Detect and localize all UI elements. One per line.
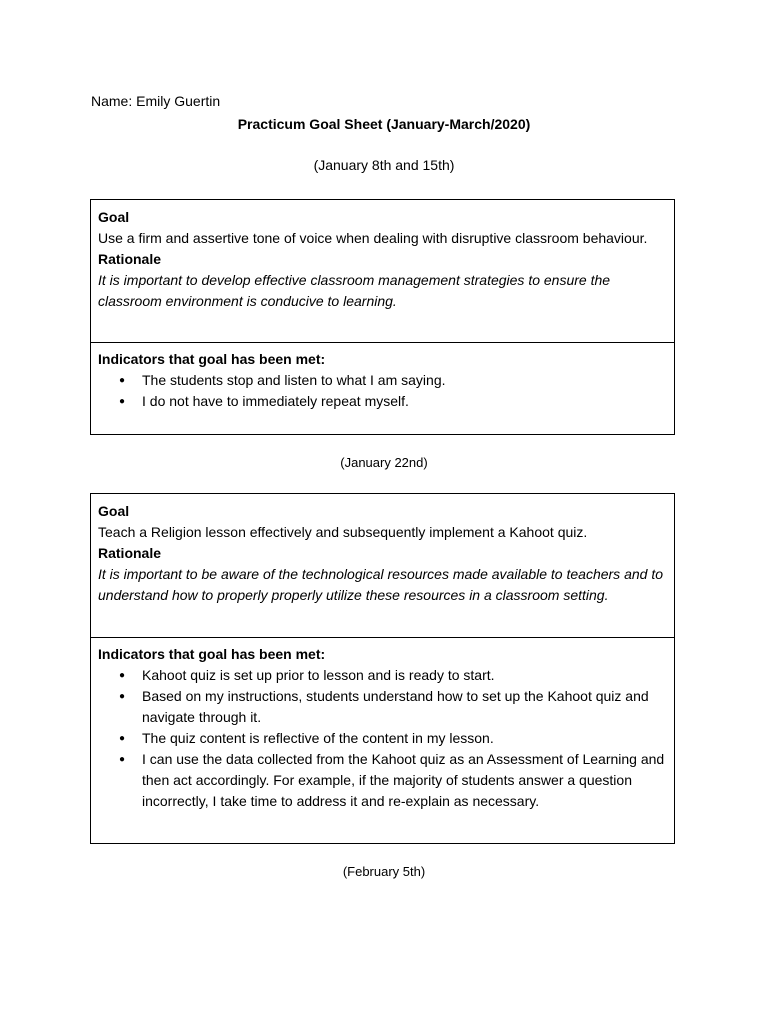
indicator-text: Kahoot quiz is set up prior to lesson and is ready to start. [142,667,495,683]
goal-section [91,200,674,343]
goal-section [91,494,674,638]
indicators-list [98,370,667,412]
indicators-heading: Indicators that goal has been met: [98,646,326,662]
goal-text: Teach a Religion lesson effectively and subsequently implement a Kahoot quiz. [98,524,588,540]
section-date: (February 5th) [342,864,426,879]
indicator-item [98,665,667,686]
student-name: Name: Emily Guertin [91,93,221,109]
rationale-heading: Rationale [98,545,162,561]
indicator-item [98,749,667,812]
goal-heading: Goal [98,503,130,519]
indicator-item [98,391,667,412]
rationale-heading: Rationale [98,251,162,267]
goal-box [90,199,675,435]
indicator-item [98,686,667,728]
section-date: (January 22nd) [340,455,428,470]
indicator-text: The quiz content is reflective of the content in my lesson. [142,730,494,746]
goal-box [90,493,675,844]
indicators-section [91,343,674,416]
goal-heading: Goal [98,209,130,225]
indicator-item [98,370,667,391]
section-date: (January 8th and 15th) [313,157,455,173]
page-title: Practicum Goal Sheet (January-March/2020) [237,116,531,132]
rationale-text: It is important to develop effective classroom management strategies to ensure the classroom environment is conducive to learning. [98,272,611,309]
indicators-list [98,665,667,812]
bullet-icon: ● [119,691,126,702]
indicator-text: I do not have to immediately repeat myself. [142,393,409,409]
indicators-section [91,638,674,816]
goal-text: Use a firm and assertive tone of voice when dealing with disruptive classroom behaviour. [98,230,648,246]
indicator-item [98,728,667,749]
bullet-icon: ● [119,396,126,407]
indicator-text: The students stop and listen to what I am saying. [142,372,446,388]
bullet-icon: ● [119,375,126,386]
bullet-icon: ● [119,670,126,681]
indicators-heading: Indicators that goal has been met: [98,351,326,367]
indicator-text: I can use the data collected from the Kahoot quiz as an Assessment of Learning and then act accordingly. For example, if the majority of students answer a question incorrectly, I take time to address it and re-explain as necessary. [142,751,665,809]
bullet-icon: ● [119,754,126,765]
rationale-text: It is important to be aware of the technological resources made available to teachers and to understand how to properly properly utilize these resources in a classroom setting. [98,566,663,603]
bullet-icon: ● [119,733,126,744]
indicator-text: Based on my instructions, students understand how to set up the Kahoot quiz and navigate through it. [142,688,649,725]
